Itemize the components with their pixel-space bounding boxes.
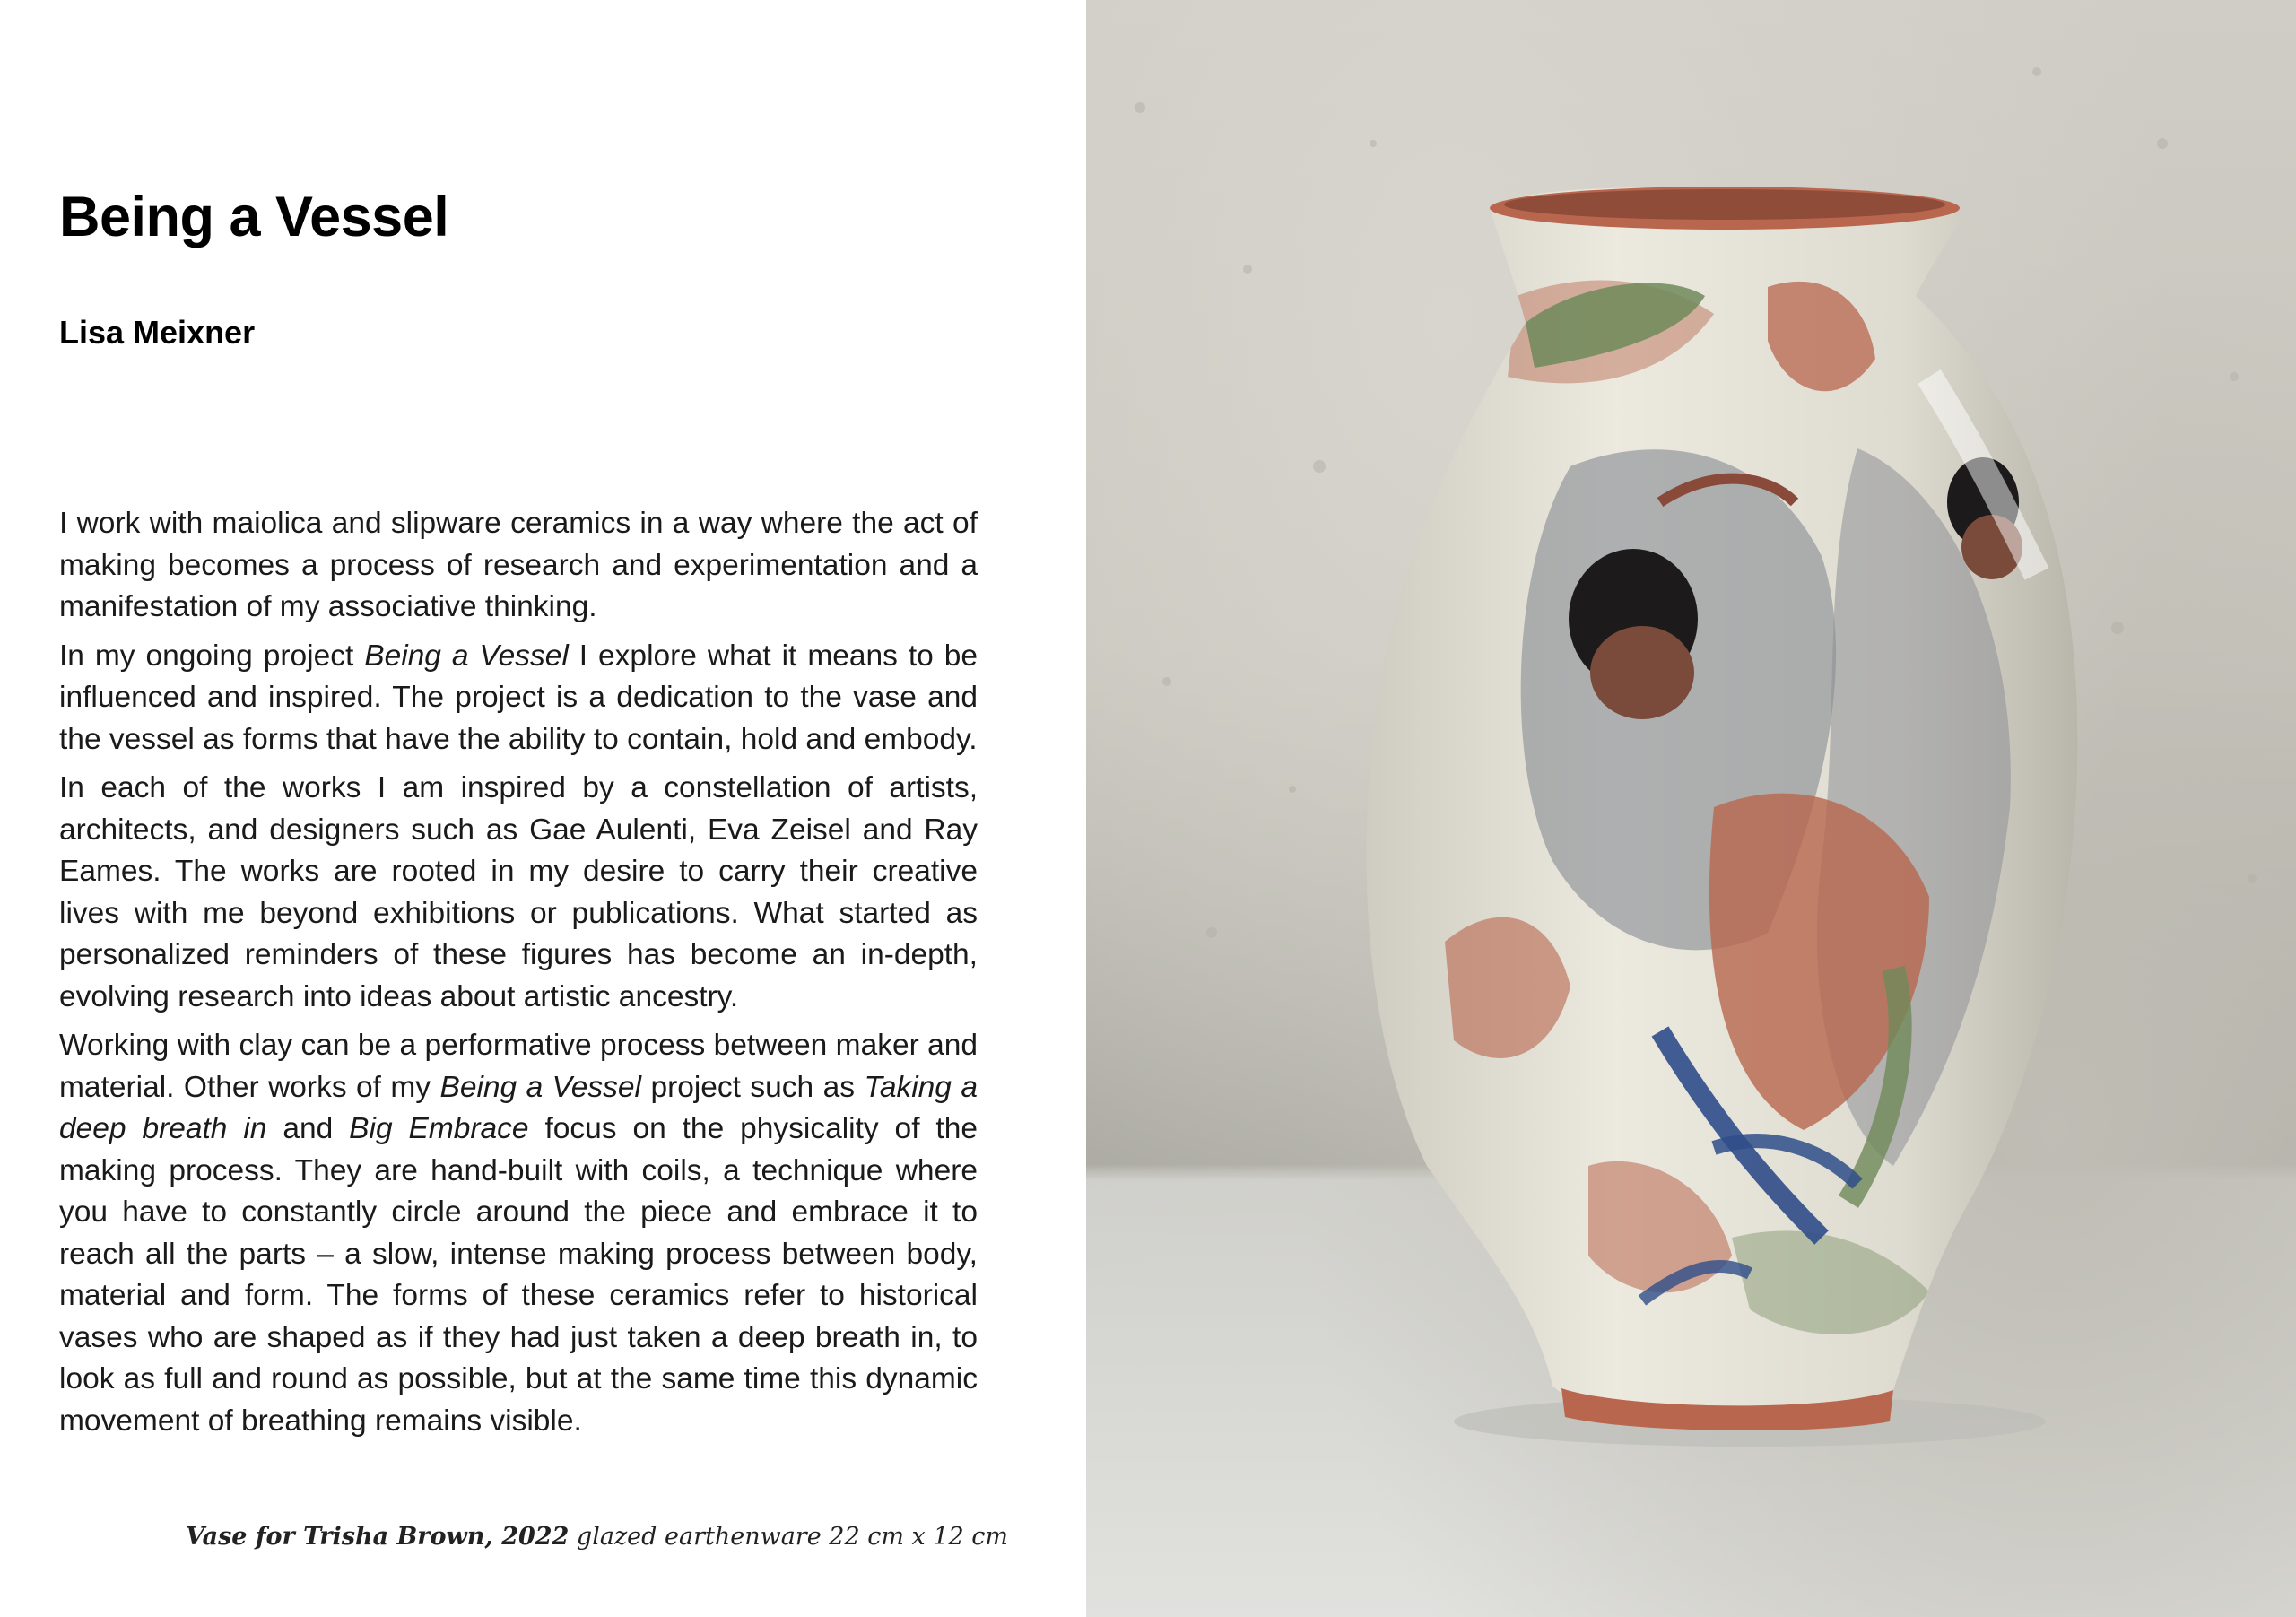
article-body (59, 503, 978, 1449)
work-title-italic: Big Embrace (349, 1112, 529, 1145)
text-column (59, 0, 1008, 1617)
caption-work-title: Vase for Trisha Brown, 2022 (186, 1523, 570, 1551)
paragraph-4-text: and (266, 1112, 350, 1145)
project-title-italic: Being a Vessel (364, 639, 569, 673)
article-author: Lisa Meixner (59, 314, 256, 351)
paragraph-2-text: In my ongoing project (59, 639, 365, 673)
work-title-italic: Taking a deep breath in (59, 1070, 978, 1145)
paragraph-1: I work with maiolica and slipware ceramics in a way where the act of making becomes a process of research and experimentation and a manifestation of my associative thinking. (59, 507, 978, 623)
paragraph-2 (59, 636, 978, 761)
vase-mouth (1504, 189, 1945, 220)
vase-photograph (1086, 0, 2296, 1617)
paragraph-4-text: Working with clay can be a performative process between maker and material. Other works of my (59, 1029, 978, 1104)
paragraph-2-text: I explore what it means to be influenced and inspired. The project is a dedication to the vase and the vessel as forms that have the ability to contain, hold and embody. (59, 639, 978, 756)
paragraph-4 (59, 1025, 978, 1442)
project-title-italic: Being a Vessel (439, 1070, 641, 1104)
paragraph-4-text: focus on the physicality of the making process. They are hand-built with coils, a technique where you have to constantly circle around the piece and embrace it to reach all the parts – a slow, intense making process between body, material and form. The forms of these ceramics refer to historical vases who are shaped as if they had just taken a deep breath in, to look as full and round as possible, but at the same time this dynamic movement of breathing remains visible. (59, 1112, 978, 1438)
image-caption (59, 1523, 1008, 1551)
caption-details: glazed earthenware 22 cm x 12 cm (569, 1523, 1008, 1551)
paragraph-4-text: project such as (641, 1070, 865, 1104)
article-title: Being a Vessel (59, 186, 449, 248)
vase-illustration (1086, 0, 2296, 1617)
paragraph-3: In each of the works I am inspired by a constellation of artists, architects, and designers such as Gae Aulenti, Eva Zeisel and Ray Eames. The works are rooted in my desire to carry their creative lives with me beyond exhibitions or publications. What started as personalized reminders of these figures has become an in-depth, evolving research into ideas about artistic ancestry. (59, 771, 978, 1013)
